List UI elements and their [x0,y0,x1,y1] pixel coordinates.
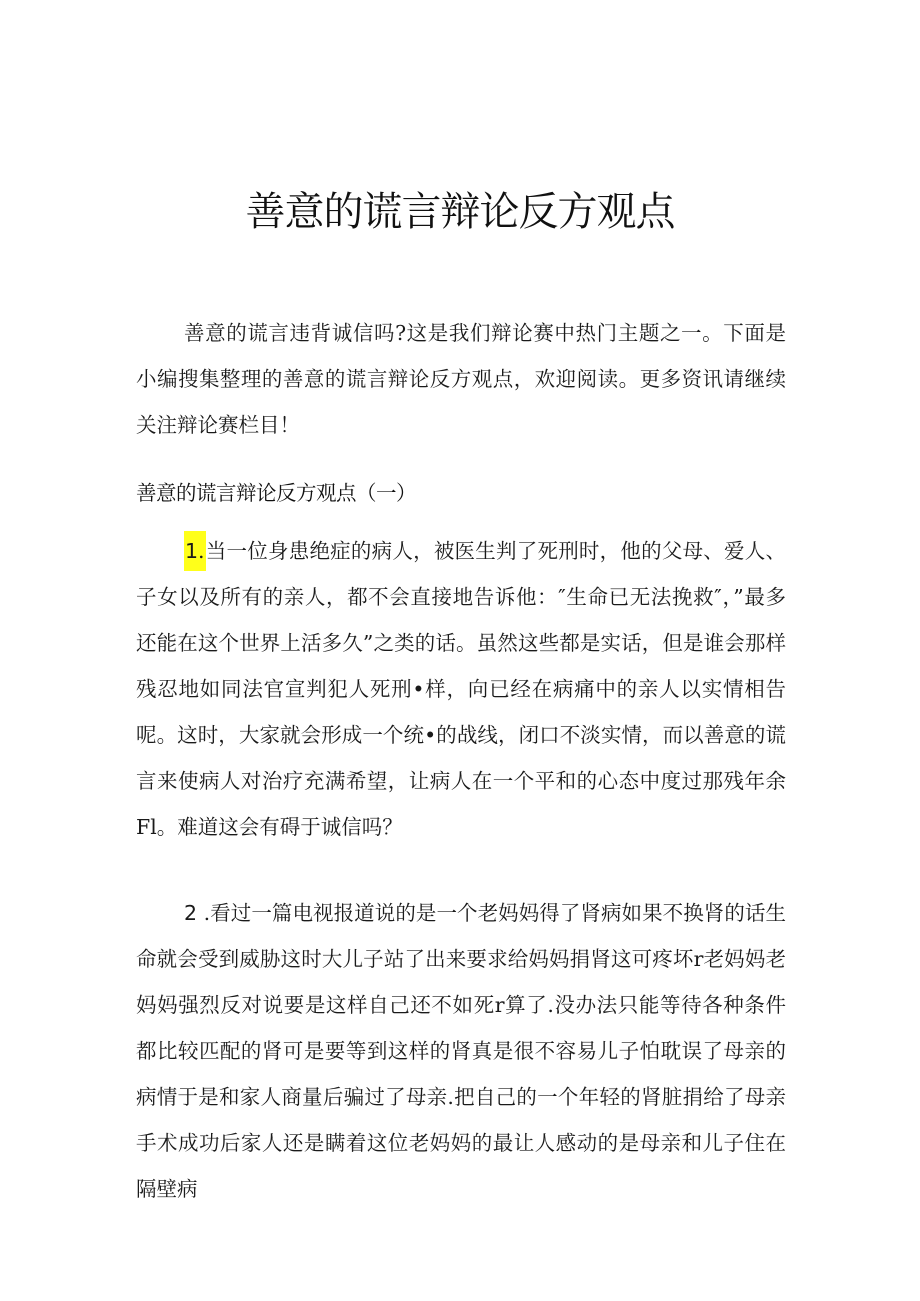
paragraph-1-number: 1 [185,539,199,563]
intro-paragraph: 善意的谎言违背诚信吗?这是我们辩论赛中热门主题之一。下面是小编搜集整理的善意的谎言辩论反方观点，欢迎阅读。更多资讯请继续关注辩论赛栏目！ [136,321,786,437]
paragraph-2-text: 看过一篇电视报道说的是一个老妈妈得了肾病如果不换肾的话生命就会受到威胁这时大儿子站了出来要求给妈妈捐肾这可疼坏r老妈妈老妈妈强烈反对说要是这样自己还不如死r算了.没办法只能等待各种条件都比较匹配的肾可是要等到这样的肾真是很不容易儿子怕耽误了母亲的病情于是和家人商量后骗过了母亲.把自己的一个年轻的肾脏捐给了母亲手术成功后家人还是瞒着这位老妈妈的最让人感动的是母亲和儿子住在隔壁病 [136,901,786,1201]
paragraph-1-text: 当一位身患绝症的病人，被医生判了死刑时，他的父母、爱人、子女以及所有的亲人，都不会直接地告诉他：″生命已无法挽救″，”最多还能在这个世界上活多久”之类的话。虽然这些都是实话，但是谁会那样残忍地如同法官宣判犯人死刑•样，向已经在病痛中的亲人以实情相告呢。这时，大家就会形成一个统•的战线，闭口不淡实情，而以善意的谎言来使病人对治疗充满希望，让病人在一个平和的心态中度过那残年余Fl。难道这会有碍于诚信吗？ [136,539,786,839]
paragraph-1-separator: . [198,539,205,563]
paragraph-2-separator: . [197,901,211,925]
paragraph-2 [136,890,786,1212]
highlight-mark [184,531,206,571]
paragraph-2-number: 2 [184,901,198,925]
document-title: 善意的谎言辩论反方观点 [245,189,675,235]
section-heading: 善意的谎言辩论反方观点（一） [136,481,416,505]
paragraph-1 [136,528,786,850]
